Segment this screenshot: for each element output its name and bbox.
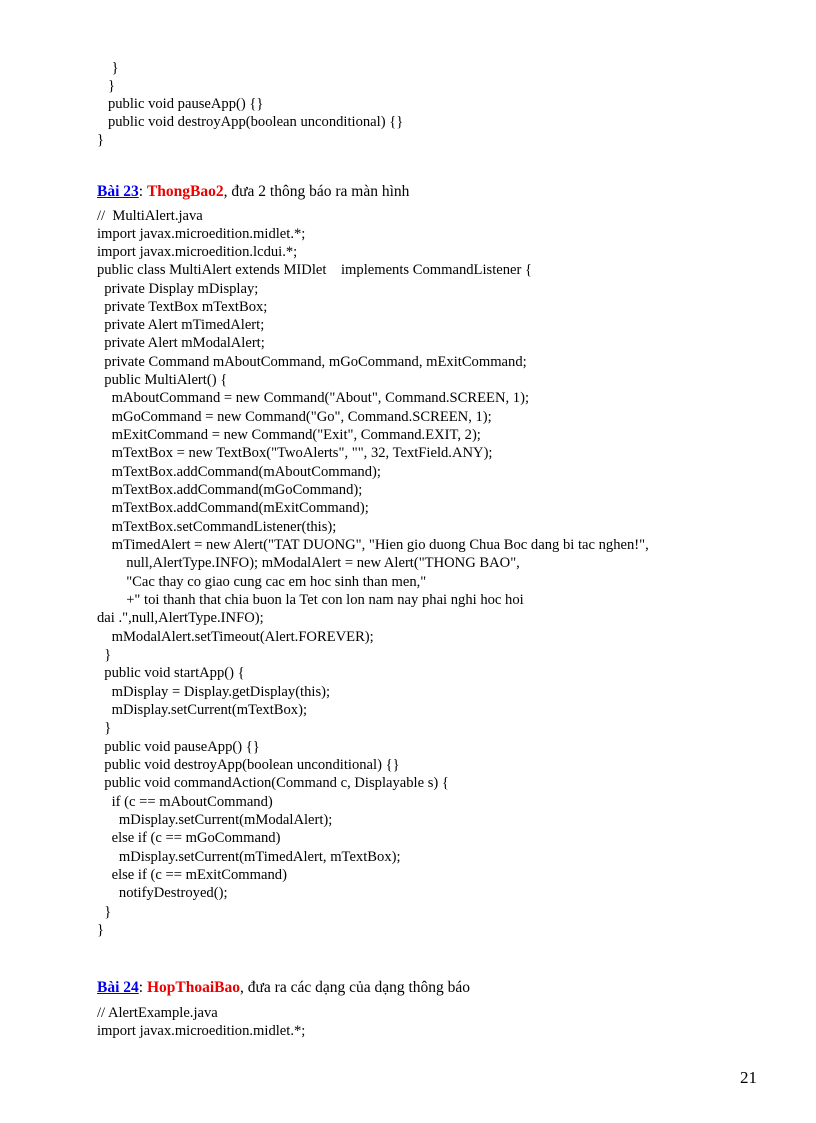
page-number: 21 [740, 1068, 757, 1087]
code-line: mAboutCommand = new Command("About", Command.SCREEN, 1); [97, 390, 529, 406]
code-line: mModalAlert.setTimeout(Alert.FOREVER); [97, 629, 374, 645]
code-line: mTextBox.addCommand(mGoCommand); [97, 482, 363, 498]
code-line: else if (c == mGoCommand) [97, 830, 281, 846]
code-line: mExitCommand = new Command("Exit", Command.EXIT, 2); [97, 427, 481, 443]
section-23-title: ThongBao2 [146, 183, 224, 200]
code-line: import javax.microedition.midlet.*; [97, 1023, 306, 1039]
code-line: } [97, 78, 115, 94]
code-line: // AlertExample.java [97, 1005, 218, 1021]
section-23-colon: : [138, 183, 147, 200]
code-line: public void startApp() { [97, 665, 245, 681]
code-line: private Command mAboutCommand, mGoCommand, mExitCommand; [97, 354, 527, 370]
code-line: public MultiAlert() { [97, 372, 228, 388]
code-line: public void destroyApp(boolean unconditional) {} [97, 757, 400, 773]
code-line: import javax.microedition.lcdui.*; [97, 244, 298, 260]
code-line: private TextBox mTextBox; [97, 299, 268, 315]
section-23-number-link[interactable]: Bài 23 [97, 183, 139, 200]
code-line: mTextBox.addCommand(mAboutCommand); [97, 464, 381, 480]
section-23-description: , đưa 2 thông báo ra màn hình [223, 183, 410, 200]
code-line: import javax.microedition.midlet.*; [97, 226, 306, 242]
section-24-colon: : [138, 979, 147, 996]
code-line: // MultiAlert.java [97, 208, 203, 224]
code-line: mTextBox.setCommandListener(this); [97, 519, 337, 535]
code-line: } [97, 132, 105, 148]
code-line: mDisplay.setCurrent(mTextBox); [97, 702, 308, 718]
code-line: null,AlertType.INFO); mModalAlert = new Alert("THONG BAO", [97, 555, 520, 571]
code-line: +" toi thanh that chia buon la Tet con lon nam nay phai nghi hoc hoi [97, 592, 524, 608]
section-24-title: HopThoaiBao [146, 979, 240, 996]
section-23-heading [97, 182, 409, 202]
code-line: } [97, 647, 112, 663]
code-line: public void pauseApp() {} [97, 739, 260, 755]
code-line: private Alert mModalAlert; [97, 335, 265, 351]
code-line: } [97, 922, 105, 938]
code-line: } [97, 60, 119, 76]
code-line: dai .",null,AlertType.INFO); [97, 610, 264, 626]
code-line: if (c == mAboutCommand) [97, 794, 273, 810]
code-line: public class MultiAlert extends MIDlet implements CommandListener { [97, 262, 533, 278]
code-line: "Cac thay co giao cung cac em hoc sinh than men," [97, 574, 427, 590]
code-line: mTextBox = new TextBox("TwoAlerts", "", 32, TextField.ANY); [97, 445, 493, 461]
code-line: mTextBox.addCommand(mExitCommand); [97, 500, 369, 516]
code-line: private Display mDisplay; [97, 281, 259, 297]
code-line: private Alert mTimedAlert; [97, 317, 265, 333]
section-24-number-link[interactable]: Bài 24 [97, 979, 139, 996]
section-24-heading [97, 978, 470, 998]
code-line: else if (c == mExitCommand) [97, 867, 287, 883]
code-line: } [97, 904, 112, 920]
code-line: public void destroyApp(boolean unconditional) {} [97, 114, 404, 130]
code-line: mDisplay.setCurrent(mModalAlert); [97, 812, 333, 828]
code-line: mDisplay = Display.getDisplay(this); [97, 684, 331, 700]
code-line: } [97, 720, 112, 736]
section-24-description: , đưa ra các dạng của dạng thông báo [240, 979, 471, 996]
code-line: mTimedAlert = new Alert("TAT DUONG", "Hien gio duong Chua Boc dang bi tac nghen!", [97, 537, 649, 553]
code-line: public void commandAction(Command c, Displayable s) { [97, 775, 449, 791]
code-line: mDisplay.setCurrent(mTimedAlert, mTextBox); [97, 849, 401, 865]
code-line: public void pauseApp() {} [97, 96, 264, 112]
code-line: mGoCommand = new Command("Go", Command.SCREEN, 1); [97, 409, 492, 425]
code-line: notifyDestroyed(); [97, 885, 228, 901]
